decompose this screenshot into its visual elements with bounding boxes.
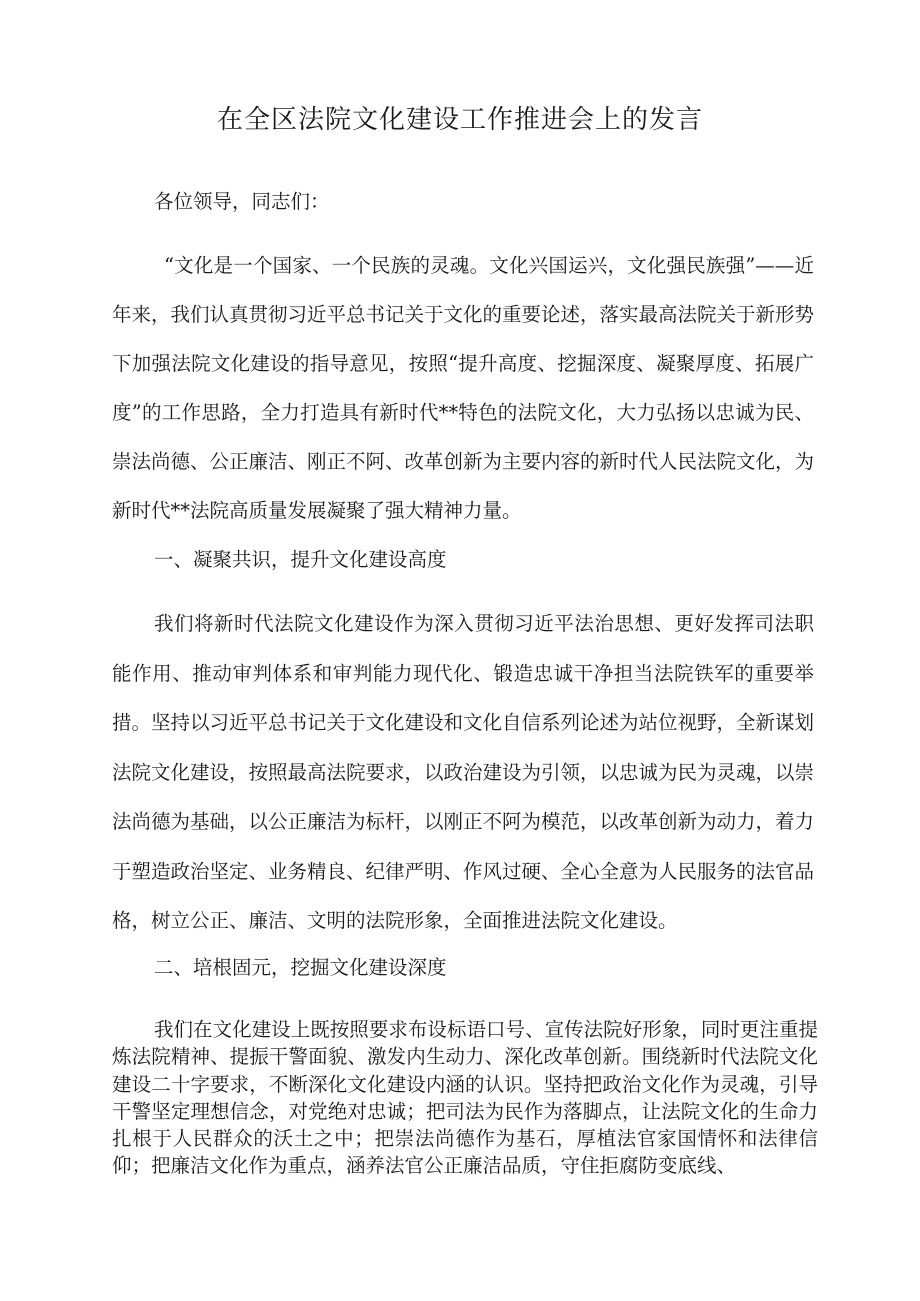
salutation: 各位领导，同志们：: [154, 190, 330, 213]
paragraph-intro: “文化是一个国家、一个民族的灵魂。文化兴国运兴，文化强民族强”——近年来，我们认真贯彻习近平总书记关于文化的重要论述，落实最高法院关于新形势下加强法院文化建设的指导意见，按照“提升高度、挖掘深度、凝聚厚度、拓展广度”的工作思路，全力打造具有新时代**特色的法院文化，大力弘扬以忠诚为民、崇法尚德、公正廉洁、刚正不阿、改革创新为主要内容的新时代人民法院文化，为新时代**法院高质量发展凝聚了强大精神力量。: [112, 254, 815, 522]
paragraph-section-1: 我们将新时代法院文化建设作为深入贯彻习近平法治思想、更好发挥司法职能作用、推动审判体系和审判能力现代化、锻造忠诚干净担当法院铁军的重要举措。坚持以习近平总书记关于文化建设和文化自信系列论述为站位视野，全新谋划法院文化建设，按照最高法院要求，以政治建设为引领，以忠诚为民为灵魂，以崇法尚德为基础，以公正廉洁为标杆，以刚正不阿为模范，以改革创新为动力，着力于塑造政治坚定、业务精良、纪律严明、作风过硬、全心全意为人民服务的法官品格，树立公正、廉洁、文明的法院形象，全面推进法院文化建设。: [112, 612, 815, 932]
paragraph-section-2: 我们在文化建设上既按照要求布设标语口号、宣传法院好形象，同时更注重提炼法院精神、提振干警面貌、激发内生动力、深化改革创新。围绕新时代法院文化建设二十字要求，不断深化文化建设内涵的认识。坚持把政治文化作为灵魂，引导干警坚定理想信念，对党绝对忠诚；把司法为民作为落脚点，让法院文化的生命力扎根于人民群众的沃土之中；把崇法尚德作为基石，厚植法官家国情怀和法律信仰；把廉洁文化作为重点，涵养法官公正廉洁品质，守住拒腐防变底线、: [112, 1018, 818, 1178]
section-heading-1: 一、凝聚共识，提升文化建设高度: [154, 548, 447, 571]
document-title: 在全区法院文化建设工作推进会上的发言: [216, 105, 703, 135]
section-heading-2: 二、培根固元，挖掘文化建设深度: [154, 956, 447, 979]
